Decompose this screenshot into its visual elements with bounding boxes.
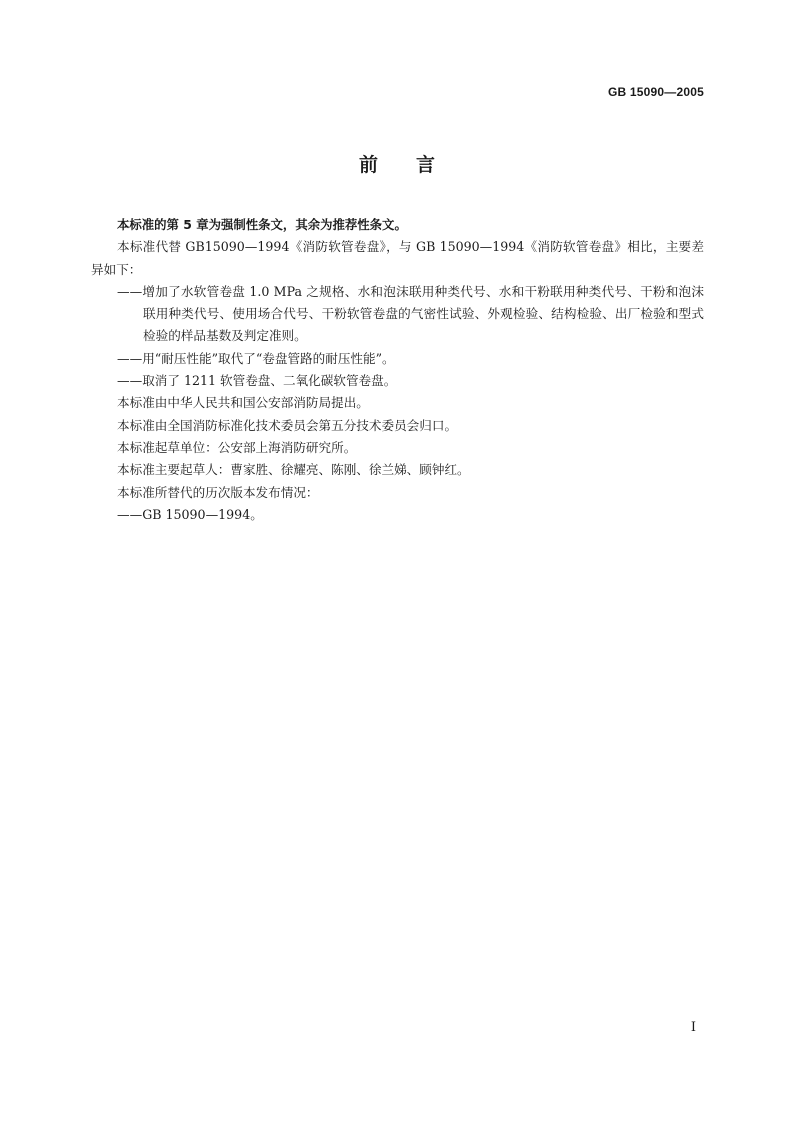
- page-number: I: [690, 1020, 696, 1035]
- paragraph-previous-editions: 本标准所替代的历次版本发布情况：: [117, 484, 319, 500]
- document-body: [91, 214, 704, 526]
- standard-number: GB 15090—2005: [608, 85, 704, 99]
- list-item-removed: ——取消了 1211 软管卷盘、二氧化碳软管卷盘。: [117, 373, 397, 389]
- list-item-pressure: ——用“耐压性能”取代了“卷盘管路的耐压性能”。: [117, 350, 395, 366]
- paragraph-centralized-by: 本标准由全国消防标准化技术委员会第五分技术委员会归口。: [117, 417, 458, 433]
- paragraph-proposed-by: 本标准由中华人民共和国公安部消防局提出。: [117, 395, 369, 411]
- list-item-previous-edition: ——GB 15090—1994。: [117, 506, 263, 522]
- list-item-additions: ——增加了水软管卷盘 1.0 MPa 之规格、水和泡沫联用种类代号、水和干粉联用种类代号、干粉和泡沫联用种类代号、使用场合代号、干粉软管卷盘的气密性试验、外观检验、结构检验、出厂检验和型式检验的样品基数及判定准则。: [117, 283, 704, 344]
- paragraph-replacement: 本标准代替 GB15090—1994《消防软管卷盘》，与 GB 15090—1994《消防软管卷盘》相比，主要差异如下：: [91, 239, 704, 277]
- page-title: 前言: [358, 154, 473, 176]
- paragraph-drafting-unit: 本标准起草单位：公安部上海消防研究所。: [117, 439, 357, 455]
- paragraph-mandatory-clause: 本标准的第 5 章为强制性条文，其余为推荐性条文。: [117, 217, 407, 232]
- paragraph-drafters: 本标准主要起草人：曹家胜、徐耀亮、陈刚、徐兰娣、顾钟红。: [117, 462, 470, 478]
